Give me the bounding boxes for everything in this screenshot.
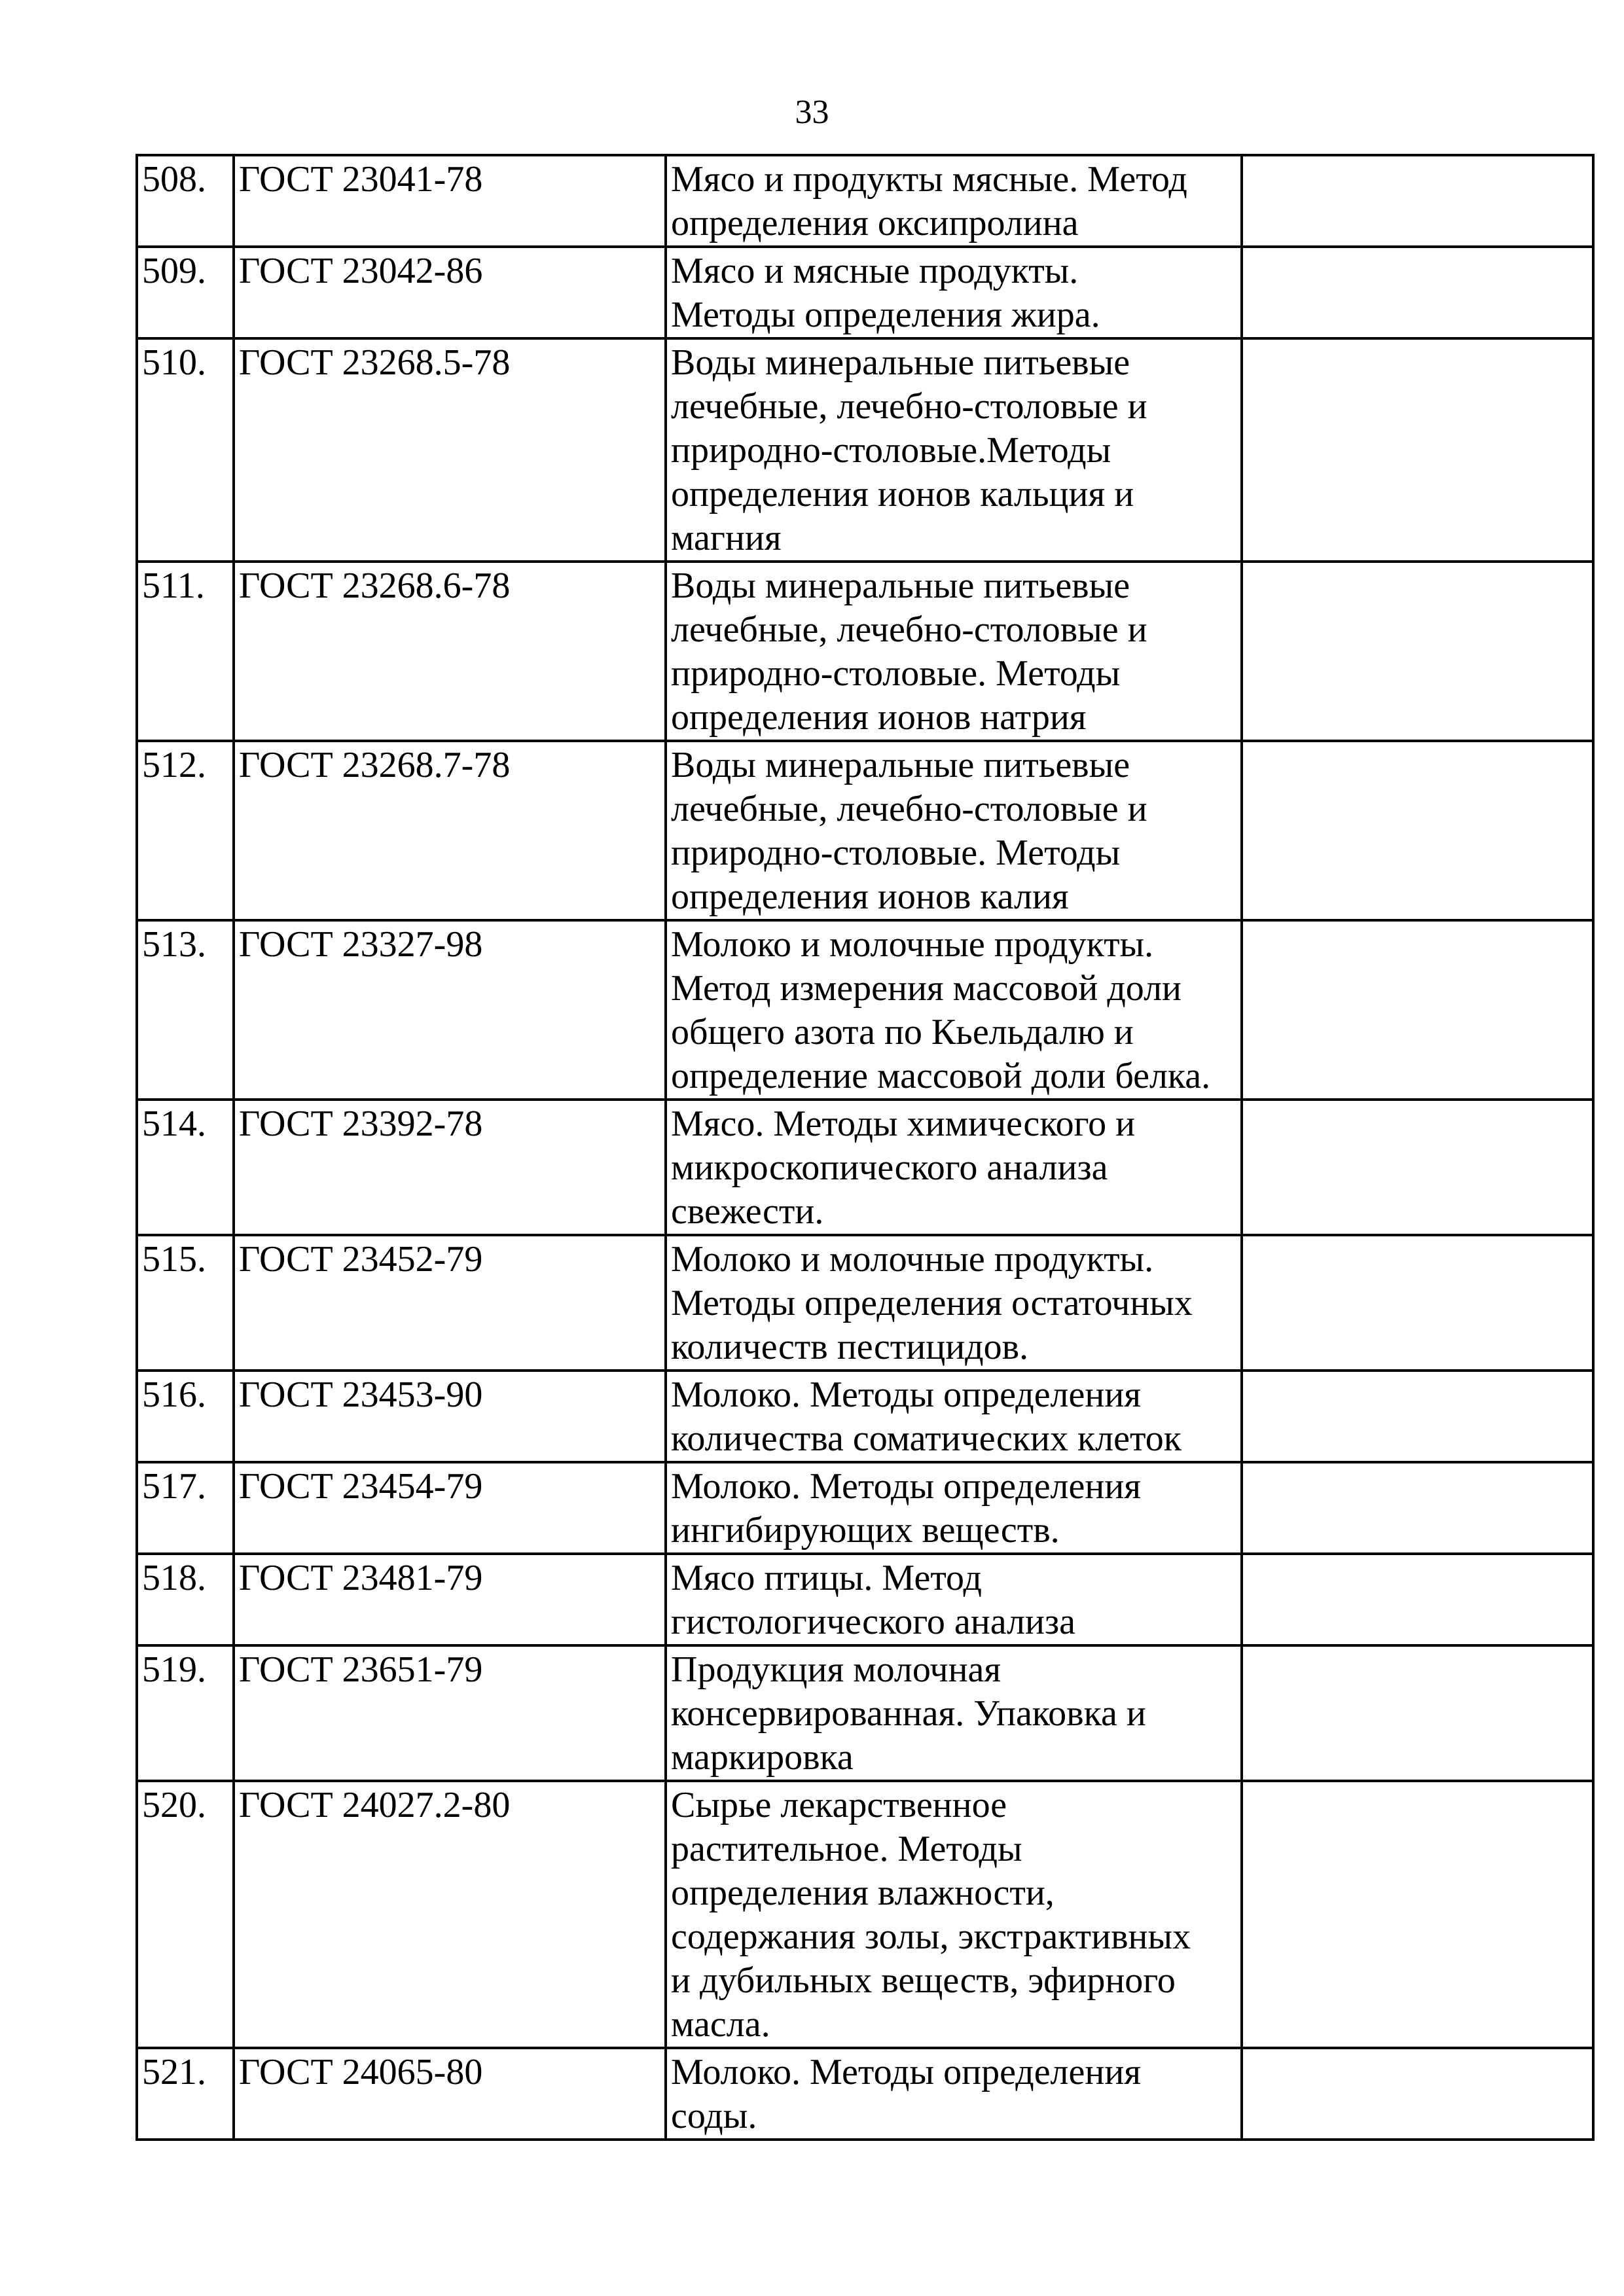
table-row [137,1554,1593,1645]
standard-title: Воды минеральные питьевые лечебные, лечебно-столовые и природно-столовые. Методы определения ионов калия [666,741,1242,920]
row-number: 513. [137,920,234,1100]
standard-code: ГОСТ 23651-79 [234,1645,666,1781]
table-row [137,920,1593,1100]
table-row [137,155,1593,247]
note-cell [1242,920,1593,1100]
table-row [137,2048,1593,2140]
page-number: 33 [795,94,829,131]
table-row [137,338,1593,562]
row-number: 514. [137,1100,234,1235]
standard-title: Воды минеральные питьевые лечебные, лечебно-столовые и природно-столовые.Методы определения ионов кальция и магния [666,338,1242,562]
standard-code: ГОСТ 23392-78 [234,1100,666,1235]
row-number: 519. [137,1645,234,1781]
standard-title: Молоко и молочные продукты. Метод измерения массовой доли общего азота по Кьельдалю и определение массовой доли белка. [666,920,1242,1100]
standard-title: Мясо. Методы химического и микроскопического анализа свежести. [666,1100,1242,1235]
row-number: 521. [137,2048,234,2140]
row-number: 520. [137,1781,234,2048]
note-cell [1242,2048,1593,2140]
standard-title: Мясо и мясные продукты. Методы определения жира. [666,247,1242,338]
standard-code: ГОСТ 23268.7-78 [234,741,666,920]
table-row [137,1235,1593,1371]
standard-code: ГОСТ 23327-98 [234,920,666,1100]
standard-code: ГОСТ 24065-80 [234,2048,666,2140]
standard-title: Молоко и молочные продукты. Методы определения остаточных количеств пестицидов. [666,1235,1242,1371]
table-row [137,1462,1593,1554]
standard-title: Воды минеральные питьевые лечебные, лечебно-столовые и природно-столовые. Методы определения ионов натрия [666,562,1242,741]
row-number: 512. [137,741,234,920]
note-cell [1242,338,1593,562]
standard-code: ГОСТ 24027.2-80 [234,1781,666,2048]
row-number: 518. [137,1554,234,1645]
note-cell [1242,741,1593,920]
note-cell [1242,1235,1593,1371]
standard-code: ГОСТ 23042-86 [234,247,666,338]
row-number: 508. [137,155,234,247]
note-cell [1242,1371,1593,1462]
row-number: 511. [137,562,234,741]
standard-title: Мясо и продукты мясные. Метод определения оксипролина [666,155,1242,247]
note-cell [1242,562,1593,741]
row-number: 515. [137,1235,234,1371]
note-cell [1242,155,1593,247]
row-number: 509. [137,247,234,338]
standard-title: Молоко. Методы определения количества соматических клеток [666,1371,1242,1462]
table-row [137,741,1593,920]
table-row [137,1781,1593,2048]
standard-code: ГОСТ 23453-90 [234,1371,666,1462]
standard-title: Продукция молочная консервированная. Упаковка и маркировка [666,1645,1242,1781]
table-row [137,1100,1593,1235]
standard-code: ГОСТ 23041-78 [234,155,666,247]
standard-code: ГОСТ 23268.5-78 [234,338,666,562]
standard-title: Сырье лекарственное растительное. Методы определения влажности, содержания золы, экстрактивных и дубильных веществ, эфирного масла. [666,1781,1242,2048]
table-row [137,247,1593,338]
standard-title: Молоко. Методы определения ингибирующих веществ. [666,1462,1242,1554]
note-cell [1242,1645,1593,1781]
standards-table [135,154,1595,2141]
standard-title: Молоко. Методы определения соды. [666,2048,1242,2140]
standard-code: ГОСТ 23452-79 [234,1235,666,1371]
table-row [137,1645,1593,1781]
row-number: 517. [137,1462,234,1554]
note-cell [1242,1462,1593,1554]
standard-code: ГОСТ 23481-79 [234,1554,666,1645]
standard-title: Мясо птицы. Метод гистологического анализа [666,1554,1242,1645]
standard-code: ГОСТ 23268.6-78 [234,562,666,741]
row-number: 510. [137,338,234,562]
row-number: 516. [137,1371,234,1462]
table-row [137,562,1593,741]
table-row [137,1371,1593,1462]
standard-code: ГОСТ 23454-79 [234,1462,666,1554]
note-cell [1242,1781,1593,2048]
note-cell [1242,247,1593,338]
note-cell [1242,1100,1593,1235]
note-cell [1242,1554,1593,1645]
